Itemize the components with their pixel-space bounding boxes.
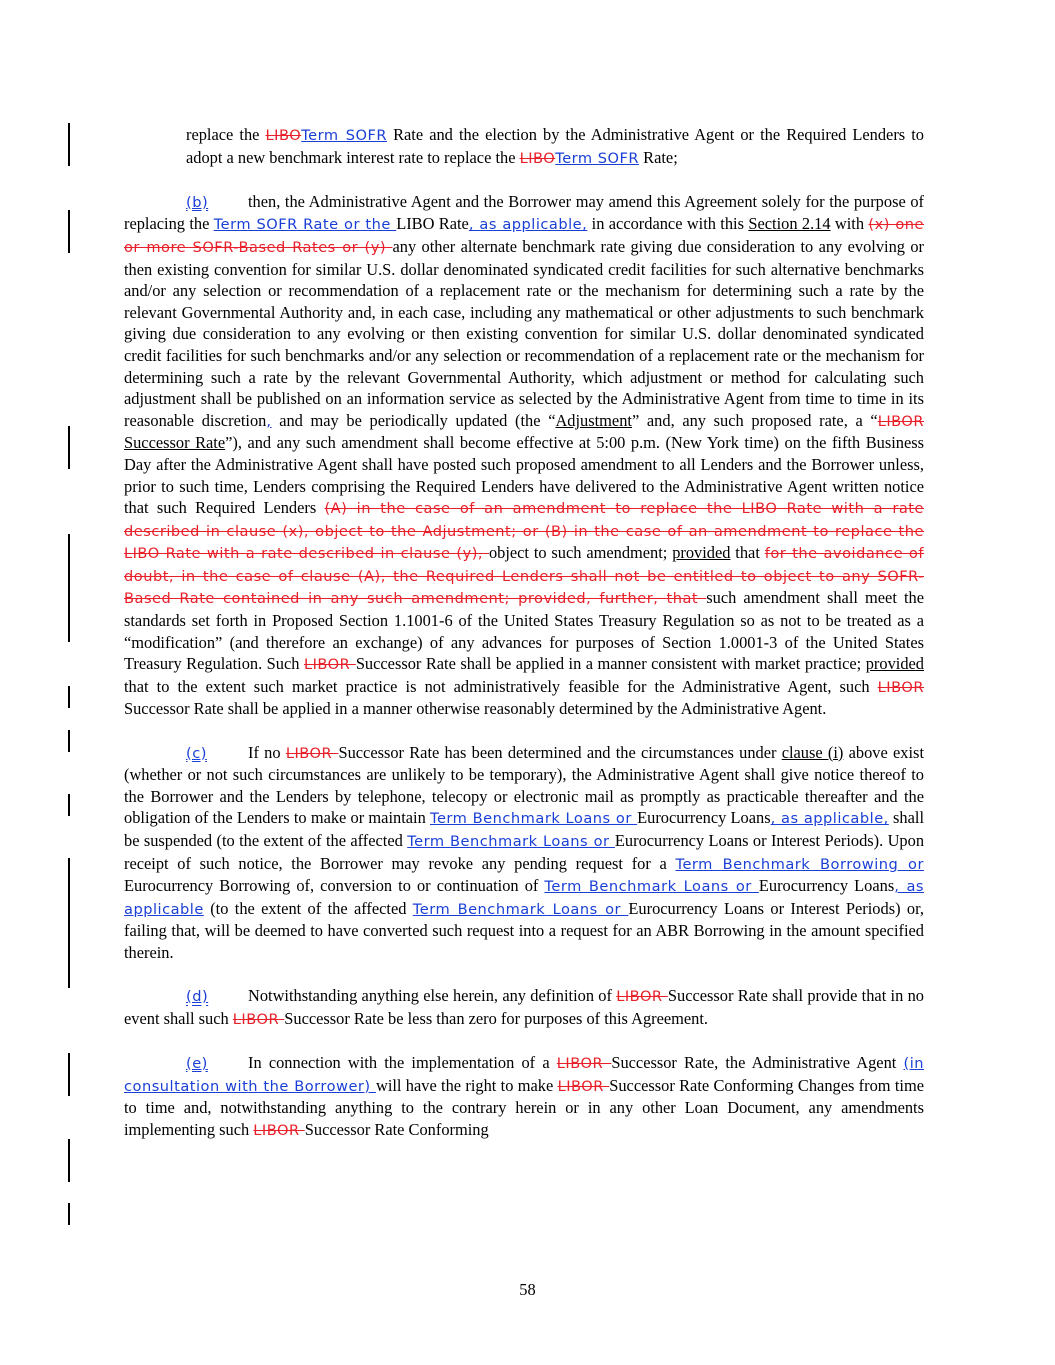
text: ”), and any such amendment shall become effective at 5:00 p.m. (New York time) on the fifth Business Day after the Administrative Agent shall have posted such proposed amendment to all Lenders and the Borrower unless, prior to such time, Lenders comprising the Required Lenders have delivered to the Administrative Agent written notice that such Required Lenders — [124, 433, 924, 518]
inserted-text: , as applicable, — [468, 216, 588, 234]
change-bar — [68, 123, 70, 166]
clause-label-b — [186, 191, 248, 214]
change-bar — [68, 730, 70, 752]
text: Eurocurrency Loans — [758, 876, 895, 896]
text: Rate and the election by the Administrative Agent or the Required Lenders to adopt a new benchmark interest rate to replace the — [186, 125, 925, 167]
paragraph-b — [124, 191, 924, 720]
text: Successor Rate Conforming — [304, 1119, 489, 1139]
emphasis-term: provided — [865, 654, 924, 674]
defined-term: Successor Rate — [124, 433, 226, 453]
deleted-text: LIBOR — [556, 1054, 612, 1072]
text: with — [830, 214, 869, 234]
body-text — [124, 124, 924, 1163]
text: such amendment shall meet the standards set forth in Proposed Section 1.1001-6 of the United States Treasury Regulation so as not to be treated as a “modification” (and therefore an exchange) of any advances for purposes of Section 1.0001-3 of the United States Treasury Regulation. Such — [124, 588, 924, 674]
emphasis-term: provided — [672, 543, 731, 563]
inserted-text: (in consultation with the Borrower) — [124, 1054, 924, 1095]
section-reference: Section 2.14 — [748, 214, 831, 234]
text: that — [730, 543, 765, 563]
deleted-text: (A) in the case of an amendment to replace the LIBO Rate with a rate described in clause (x), object to the Adjustment; or (B) in the case of an amendment to replace the LIBO Rate with a rate described in clause (y), — [124, 500, 924, 563]
text: Rate; — [639, 147, 678, 167]
text: Successor Rate has been determined and the circumstances under — [338, 742, 782, 762]
deleted-text: LIBOR — [616, 988, 668, 1006]
change-bar — [68, 794, 70, 816]
clause-label-d — [186, 985, 248, 1008]
text: Eurocurrency Loans — [637, 808, 771, 828]
change-bar — [68, 1203, 70, 1225]
inserted-text: Term Benchmark Loans or — [412, 900, 629, 918]
paragraph-c — [124, 742, 924, 964]
deleted-text: LIBOR — [303, 656, 356, 674]
inserted-text: , — [266, 412, 272, 430]
change-bar — [68, 534, 70, 642]
clause-label-c — [186, 742, 248, 765]
inserted-text: Term Benchmark Loans or — [430, 810, 638, 828]
text: (to the extent of the affected — [203, 898, 413, 918]
deleted-text: LIBOR — [232, 1010, 285, 1028]
inserted-text: Term SOFR — [555, 149, 640, 167]
text: above exist (whether or not such circumstances are unlikely to be temporary), the Administrative Agent shall give notice thereof to the Borrower and the Lenders by telephone, telecopy or electronic mail as promptly as practicable thereafter and the obligation of the Lenders to make or maintain — [124, 742, 924, 828]
text: Eurocurrency Loans or Interest Periods) or, failing that, will be deemed to have converted such request into a request for an ABR Borrowing in the amount specified therein. — [124, 898, 924, 962]
text: If no — [248, 742, 286, 762]
inserted-text: Term Benchmark Borrowing or — [675, 855, 924, 873]
text: Successor Rate shall provide that in no event shall such — [124, 986, 924, 1028]
text: Successor Rate shall be applied in a manner otherwise reasonably determined by the Administrative Agent. — [124, 699, 827, 719]
deleted-text: LIBOR — [285, 744, 339, 762]
text: any other alternate benchmark rate giving due consideration to any evolving or then existing convention for similar U.S. dollar denominated syndicated credit facilities for such alternative benchmarks and/or any selection or recommendation of a replacement rate or the mechanism for determining such a rate by the relevant Governmental Authority and, in each case, including any mathematical or other adjustments to such benchmark giving due consideration to any evolving or then existing convention for similar U.S. dollar denominated syndicated credit facilities for such benchmarks and/or any selection or recommendation of a replacement rate or the mechanism for determining such a rate by the relevant Governmental Authority, which adjustment or method for calculating such adjustment shall be published on an information service as selected by the Administrative Agent from time to time in its reasonable discretion — [124, 236, 924, 430]
text: Eurocurrency Loans or Interest Periods). Upon receipt of such notice, the Borrower may revoke any pending request for a — [124, 831, 925, 873]
text: Notwithstanding anything else herein, any definition of — [248, 986, 617, 1006]
deleted-text: LIBO — [519, 149, 556, 167]
deleted-text: LIBOR — [557, 1077, 610, 1095]
paragraph-e — [124, 1052, 924, 1141]
page-number: 58 — [519, 1280, 536, 1299]
inserted-text: Term SOFR — [301, 127, 387, 144]
deleted-text: LIBOR — [877, 412, 925, 430]
inserted-text: (b) — [186, 193, 209, 211]
clause-reference: clause (i) — [781, 742, 844, 762]
deleted-text: LIBO — [265, 127, 302, 144]
inserted-text: (e) — [186, 1054, 208, 1072]
deleted-text: LIBOR — [253, 1121, 305, 1139]
text: will have the right to make — [375, 1075, 558, 1095]
change-bar — [68, 686, 70, 708]
text: ” and, any such proposed rate, a “ — [631, 410, 878, 430]
change-bar — [68, 210, 70, 253]
text: shall be suspended (to the extent of the affected — [124, 808, 925, 850]
text: Successor Rate be less than zero for purposes of this Agreement. — [284, 1008, 709, 1028]
inserted-text: , as applicable — [124, 878, 925, 918]
text: Successor Rate Conforming Changes from time to time and, notwithstanding anything to the contrary herein or in any other Loan Document, any amendments implementing such — [124, 1075, 924, 1139]
deleted-text: LIBOR — [877, 678, 924, 696]
text: LIBO Rate — [396, 214, 469, 234]
text: and may be periodically updated (the “ — [271, 410, 556, 430]
text: that to the extent such market practice is not administratively feasible for the Administrative Agent, such — [124, 676, 878, 696]
text: then, the Administrative Agent and the Borrower may amend this Agreement solely for the purpose of replacing the — [124, 191, 924, 234]
inserted-text: Term Benchmark Loans or — [544, 878, 759, 896]
inserted-text: , as applicable, — [770, 810, 889, 828]
text: Successor Rate shall be applied in a manner consistent with market practice; — [355, 654, 866, 674]
text: replace the — [186, 125, 266, 144]
inserted-text: (c) — [186, 744, 207, 762]
change-bar — [68, 1053, 70, 1096]
paragraph-a-continuation — [124, 124, 924, 169]
inserted-text: (d) — [186, 988, 209, 1006]
change-bar — [68, 1139, 70, 1182]
text: object to such amendment; — [488, 543, 673, 563]
paragraph-d — [124, 985, 924, 1030]
inserted-text: Term Benchmark Loans or — [407, 833, 615, 850]
text: in accordance with this — [587, 214, 749, 234]
change-bar — [68, 858, 70, 988]
deleted-text: for the avoidance of doubt, in the case of clause (A), the Required Lenders shall not be entitled to object to any SOFR-Based Rate contained in any such amendment; provided, further, that — [124, 545, 925, 608]
clause-label-e — [186, 1052, 248, 1075]
change-bar — [68, 426, 70, 469]
defined-term: Adjustment — [555, 410, 632, 430]
text: Successor Rate, the Administrative Agent — [611, 1052, 904, 1072]
text: In connection with the implementation of a — [248, 1052, 557, 1072]
inserted-text: Term SOFR Rate or the — [213, 216, 397, 234]
deleted-text: (x) one or more SOFR-Based Rates or (y) — [124, 216, 924, 256]
text: Eurocurrency Borrowing of, conversion to or continuation of — [124, 876, 545, 896]
